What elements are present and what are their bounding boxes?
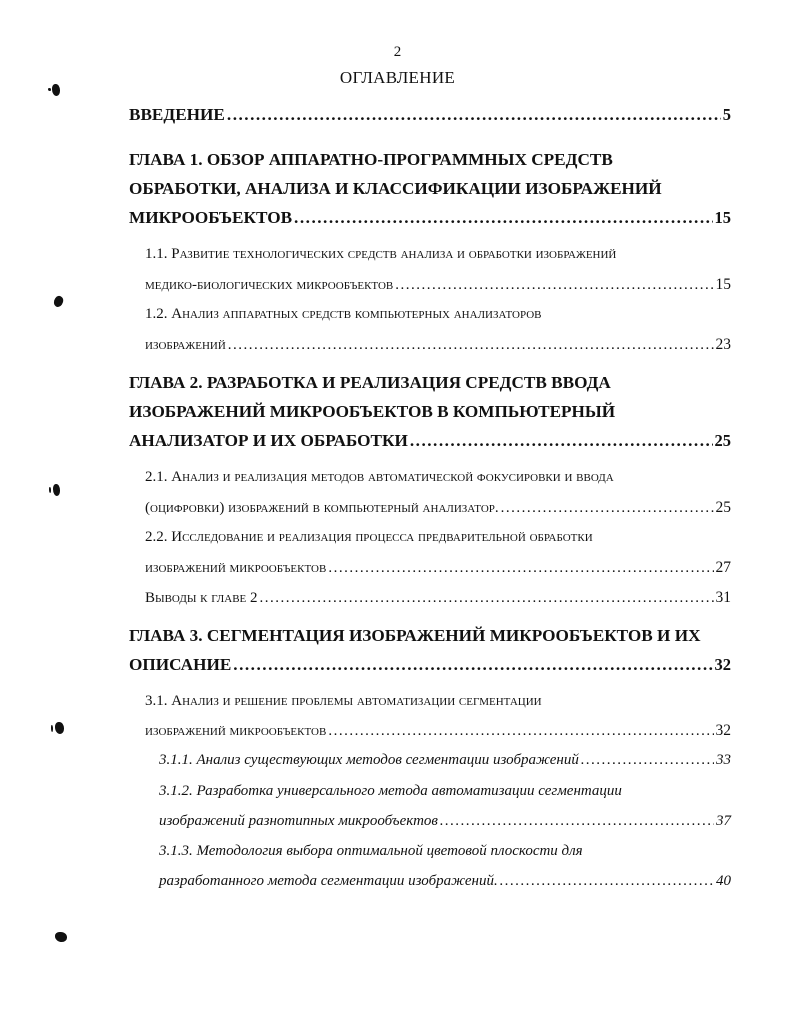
toc-line <box>159 813 731 830</box>
toc-page-number: 5 <box>722 105 731 124</box>
scan-artifact <box>52 294 66 308</box>
toc-entry-label: ГЛАВА 2. РАЗРАБОТКА И РЕАЛИЗАЦИЯ СРЕДСТВ ВВОДА <box>129 373 611 392</box>
toc-line <box>129 655 731 675</box>
toc-entry-label: ВВЕДЕНИЕ <box>129 105 225 124</box>
toc-page-number: 37 <box>716 813 731 829</box>
toc-page-number: 15 <box>714 208 731 227</box>
toc-line <box>129 402 731 422</box>
toc-entry-label: 3.1.2. Разработка универсального метода автоматизации сегментации <box>159 783 622 799</box>
toc-page-number: 25 <box>715 499 731 516</box>
scan-artifact <box>55 932 67 942</box>
toc-page-number: 25 <box>714 431 731 450</box>
toc-entry-label: изображений микрообъектов <box>145 560 327 576</box>
toc-page-number: 33 <box>716 752 731 768</box>
toc-entry-label: 2.1. Анализ и реализация методов автоматической фокусировки и ввода <box>145 469 614 485</box>
toc-line <box>145 336 731 354</box>
toc-entry-label: АНАЛИЗАТОР И ИХ ОБРАБОТКИ <box>129 431 408 450</box>
toc-entry-label: 3.1.1. Анализ существующих методов сегментации изображений <box>159 752 579 768</box>
scan-artifact <box>55 722 64 734</box>
toc-line <box>129 105 731 125</box>
toc-line <box>129 150 731 170</box>
toc-line <box>159 843 731 860</box>
toc-page-number: 31 <box>715 589 731 606</box>
toc-line <box>145 589 731 607</box>
toc-entry-label: ГЛАВА 1. ОБЗОР АППАРАТНО-ПРОГРАММНЫХ СРЕДСТВ <box>129 150 613 169</box>
toc-entry-label: 1.1. Развитие технологических средств анализа и обработки изображений <box>145 246 617 262</box>
toc-line <box>129 626 731 646</box>
page-number: 2 <box>393 44 402 60</box>
leader-dots <box>328 560 713 577</box>
scan-artifact <box>53 484 60 496</box>
leader-dots <box>395 277 713 294</box>
leader-dots <box>294 208 712 228</box>
toc-line <box>145 306 731 323</box>
toc-title: ОГЛАВЛЕНИЕ <box>339 68 456 87</box>
leader-dots <box>501 500 714 517</box>
toc-line <box>145 693 731 710</box>
toc-page-number: 27 <box>715 559 731 576</box>
toc-line <box>129 208 731 228</box>
toc-line <box>159 783 731 800</box>
scan-artifact <box>49 487 51 493</box>
toc-entry-label: Выводы к главе 2 <box>145 590 258 606</box>
toc-line <box>129 373 731 393</box>
toc-entry-label: ИЗОБРАЖЕНИЙ МИКРООБЪЕКТОВ В КОМПЬЮТЕРНЫЙ <box>129 402 616 421</box>
leader-dots <box>440 813 714 830</box>
toc-entry-label: 3.1.3. Методология выбора оптимальной цветовой плоскости для <box>159 843 583 859</box>
toc-page-number: 32 <box>715 722 731 739</box>
toc-line <box>129 179 731 199</box>
leader-dots <box>500 873 714 890</box>
toc-page-number: 15 <box>715 276 731 293</box>
toc-line <box>159 873 731 890</box>
toc-entry-label: МИКРООБЪЕКТОВ <box>129 208 293 227</box>
toc-entry-label: (оцифровки) изображений в компьютерный анализатор. <box>145 500 499 516</box>
toc-line <box>145 469 731 486</box>
toc-line <box>145 499 731 517</box>
toc-entry-label: ГЛАВА 3. СЕГМЕНТАЦИЯ ИЗОБРАЖЕНИЙ МИКРООБЪЕКТОВ И ИХ <box>129 626 701 645</box>
toc-entry-label: ОБРАБОТКИ, АНАЛИЗА И КЛАССИФИКАЦИИ ИЗОБРАЖЕНИЙ <box>129 179 662 198</box>
toc-line <box>129 431 731 451</box>
scan-artifact <box>52 84 60 96</box>
toc-line <box>145 276 731 294</box>
toc-entry-label: изображений разнотипных микрообъектов <box>159 813 438 829</box>
leader-dots <box>328 723 713 740</box>
toc-page-number: 32 <box>714 655 731 674</box>
leader-dots <box>260 590 714 607</box>
toc-entry-label: ОПИСАНИЕ <box>129 655 232 674</box>
toc-entry-label: 1.2. Анализ аппаратных средств компьютерных анализаторов <box>145 306 542 322</box>
leader-dots <box>410 431 713 451</box>
toc-entry-label: медико-биологических микрообъектов <box>145 277 394 293</box>
toc-line <box>145 559 731 577</box>
toc-entry-label: изображений <box>145 337 226 353</box>
leader-dots <box>581 752 714 769</box>
toc-line <box>145 529 731 546</box>
toc-page-number: 23 <box>715 336 731 353</box>
leader-dots <box>228 337 714 354</box>
leader-dots <box>233 655 712 675</box>
toc-line <box>159 752 731 769</box>
toc-entry-label: разработанного метода сегментации изображений. <box>159 873 498 889</box>
toc-page-number: 40 <box>716 873 731 889</box>
scan-artifact <box>48 88 51 91</box>
toc-entry-label: изображений микрообъектов <box>145 723 327 739</box>
toc-line <box>145 246 731 263</box>
scan-artifact <box>51 725 53 732</box>
leader-dots <box>227 105 721 125</box>
toc-entry-label: 3.1. Анализ и решение проблемы автоматизации сегментации <box>145 693 542 709</box>
toc-line <box>145 722 731 740</box>
toc-entry-label: 2.2. Исследование и реализация процесса предварительной обработки <box>145 529 593 545</box>
